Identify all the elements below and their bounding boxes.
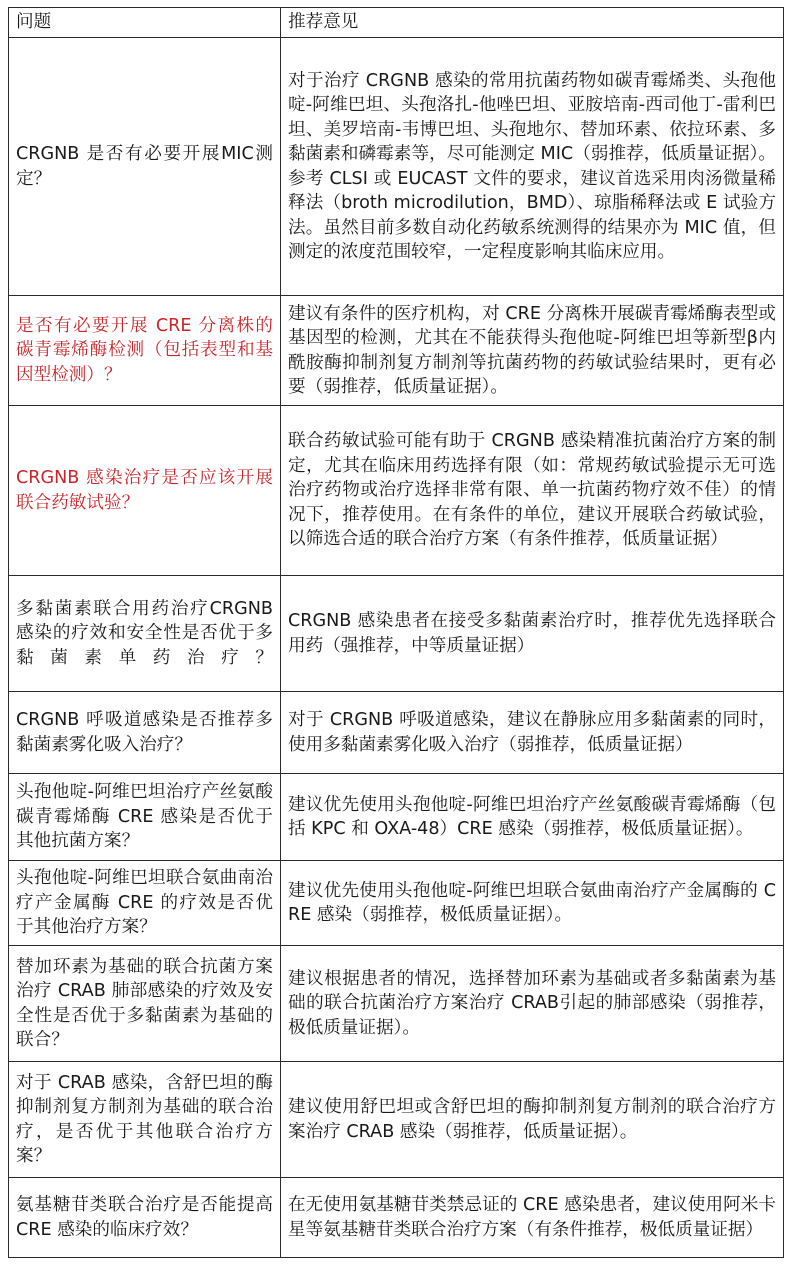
question-cell: 氨基糖苷类联合治疗是否能提高 CRE 感染的临床疗效？ bbox=[9, 1178, 281, 1258]
table-row bbox=[9, 774, 784, 861]
table-row bbox=[9, 1178, 784, 1258]
question-cell: 头孢他啶-阿维巴坦治疗产丝氨酸碳青霉烯酶 CRE 感染是否优于其他抗菌方案？ bbox=[9, 774, 281, 861]
table-row bbox=[9, 576, 784, 692]
recommendation-cell: 建议有条件的医疗机构，对 CRE 分离株开展碳青霉烯酶表型或基因型的检测，尤其在不能获得头孢他啶-阿维巴坦等新型β内酰胺酶抑制剂复方制剂等抗菌药物的药敏试验结果时，更有必要（弱推荐，低质量证据）。 bbox=[281, 296, 784, 406]
recommendation-cell: 对于 CRGNB 呼吸道感染，建议在静脉应用多黏菌素的同时，使用多黏菌素雾化吸入治疗（弱推荐，低质量证据） bbox=[281, 692, 784, 774]
recommendation-cell: 建议根据患者的情况，选择替加环素为基础或者多黏菌素为基础的联合抗菌治疗方案治疗 CRAB引起的肺部感染（弱推荐，极低质量证据）。 bbox=[281, 946, 784, 1062]
question-cell: 替加环素为基础的联合抗菌方案治疗 CRAB 肺部感染的疗效及安全性是否优于多黏菌素为基础的联合？ bbox=[9, 946, 281, 1062]
table-row bbox=[9, 1062, 784, 1178]
header-question: 问题 bbox=[9, 8, 281, 38]
question-cell: 头孢他啶-阿维巴坦联合氨曲南治疗产金属酶 CRE 的疗效是否优于其他治疗方案？ bbox=[9, 861, 281, 946]
recommendation-cell: 建议使用舒巴坦或含舒巴坦的酶抑制剂复方制剂的联合治疗方案治疗 CRAB 感染（弱推荐，低质量证据）。 bbox=[281, 1062, 784, 1178]
table-row bbox=[9, 38, 784, 296]
recommendation-cell: 对于治疗 CRGNB 感染的常用抗菌药物如碳青霉烯类、头孢他啶-阿维巴坦、头孢洛扎-他唑巴坦、亚胺培南-西司他丁-雷利巴坦、美罗培南-韦博巴坦、头孢地尔、替加环素、依拉环素、多黏菌素和磷霉素等，尽可能测定 MIC（弱推荐，低质量证据）。参考 CLSI 或 EUCAST 文件的要求，建议首选采用肉汤微量稀释法（broth microdilution，BMD）、琼脂稀释法或 E 试验方法。虽然目前多数自动化药敏系统测得的结果亦为 MIC 值，但测定的浓度范围较窄，一定程度影响其临床应用。 bbox=[281, 38, 784, 296]
table-row bbox=[9, 692, 784, 774]
recommendation-table bbox=[8, 7, 784, 1258]
question-cell: CRGNB 是否有必要开展MIC测定？ bbox=[9, 38, 281, 296]
question-cell: 多黏菌素联合用药治疗CRGNB 感染的疗效和安全性是否优于多黏菌素单药治疗？ bbox=[9, 576, 281, 692]
question-cell-highlighted: 是否有必要开展 CRE 分离株的碳青霉烯酶检测（包括表型和基因型检测）？ bbox=[9, 296, 281, 406]
recommendation-cell: 建议优先使用头孢他啶-阿维巴坦治疗产丝氨酸碳青霉烯酶（包括 KPC 和 OXA-48）CRE 感染（弱推荐，极低质量证据）。 bbox=[281, 774, 784, 861]
question-cell-highlighted: CRGNB 感染治疗是否应该开展联合药敏试验？ bbox=[9, 406, 281, 576]
table-header-row bbox=[9, 8, 784, 38]
table-row bbox=[9, 406, 784, 576]
recommendation-cell: 联合药敏试验可能有助于 CRGNB 感染精准抗菌治疗方案的制定，尤其在临床用药选择有限（如：常规药敏试验提示无可选治疗药物或治疗选择非常有限、单一抗菌药物疗效不佳）的情况下，推荐使用。在有条件的单位，建议开展联合药敏试验，以筛选合适的联合治疗方案（有条件推荐，低质量证据） bbox=[281, 406, 784, 576]
header-recommendation: 推荐意见 bbox=[281, 8, 784, 38]
question-cell: 对于 CRAB 感染，含舒巴坦的酶抑制剂复方制剂为基础的联合治疗，是否优于其他联合治疗方案？ bbox=[9, 1062, 281, 1178]
recommendation-cell: 在无使用氨基糖苷类禁忌证的 CRE 感染患者，建议使用阿米卡星等氨基糖苷类联合治疗方案（有条件推荐，极低质量证据） bbox=[281, 1178, 784, 1258]
table-row bbox=[9, 946, 784, 1062]
question-cell: CRGNB 呼吸道感染是否推荐多黏菌素雾化吸入治疗？ bbox=[9, 692, 281, 774]
table-row bbox=[9, 296, 784, 406]
recommendation-cell: 建议优先使用头孢他啶-阿维巴坦联合氨曲南治疗产金属酶的 CRE 感染（弱推荐，极低质量证据）。 bbox=[281, 861, 784, 946]
table-row bbox=[9, 861, 784, 946]
recommendation-cell: CRGNB 感染患者在接受多黏菌素治疗时，推荐优先选择联合用药（强推荐，中等质量证据） bbox=[281, 576, 784, 692]
